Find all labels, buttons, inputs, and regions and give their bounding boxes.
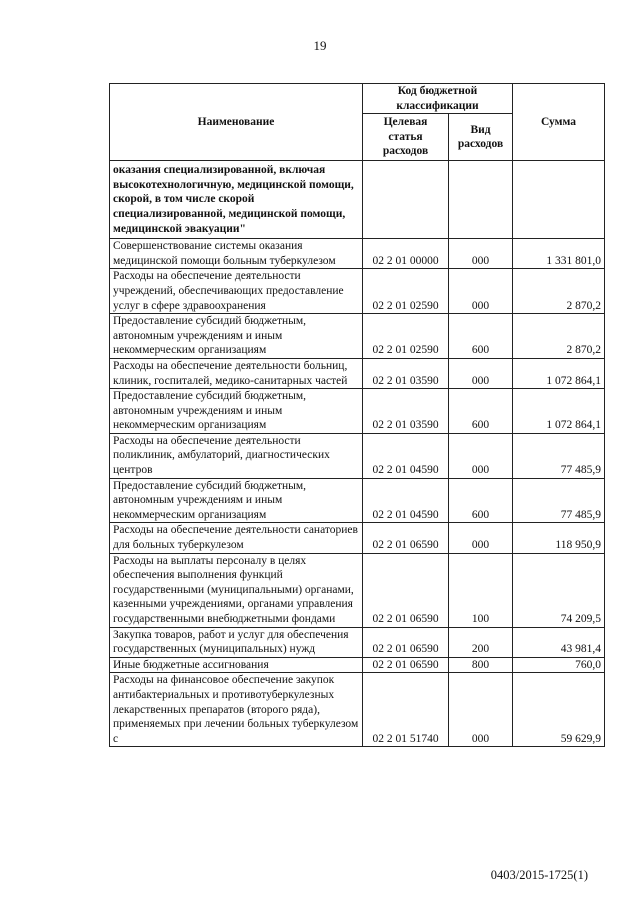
row-name: Иные бюджетные ассигнования xyxy=(110,657,363,673)
row-name: Расходы на обеспечение деятельности учреждений, обеспечивающих предоставление услуг в сфере здравоохранения xyxy=(110,269,363,314)
table-row xyxy=(110,433,605,478)
table-row xyxy=(110,478,605,523)
row-name: Расходы на выплаты персоналу в целях обеспечения выполнения функций государственными (муниципальными) органами, казенными учреждениями, органами управления государственными внебюджетными фондами xyxy=(110,553,363,627)
row-sum: 760,0 xyxy=(513,657,605,673)
budget-table xyxy=(109,83,605,747)
row-target-article: 02 2 01 06590 xyxy=(363,627,449,657)
header-sum: Сумма xyxy=(513,84,605,161)
table-row xyxy=(110,627,605,657)
row-target-article: 02 2 01 04590 xyxy=(363,478,449,523)
row-expense-type: 600 xyxy=(449,478,513,523)
row-name: Закупка товаров, работ и услуг для обеспечения государственных (муниципальных) нужд xyxy=(110,627,363,657)
row-expense-type: 100 xyxy=(449,553,513,627)
row-sum: 77 485,9 xyxy=(513,478,605,523)
row-expense-type: 000 xyxy=(449,523,513,553)
row-expense-type: 000 xyxy=(449,358,513,388)
row-name: Расходы на обеспечение деятельности больниц, клиник, госпиталей, медико-санитарных частей xyxy=(110,358,363,388)
row-target-article: 02 2 01 03590 xyxy=(363,389,449,434)
row-expense-type: 000 xyxy=(449,269,513,314)
header-name: Наименование xyxy=(110,84,363,161)
table-row xyxy=(110,657,605,673)
header-expense-type: Вид расходов xyxy=(449,114,513,161)
row-target-article: 02 2 01 03590 xyxy=(363,358,449,388)
row-sum: 77 485,9 xyxy=(513,433,605,478)
row-sum: 74 209,5 xyxy=(513,553,605,627)
row-name: Предоставление субсидий бюджетным, автономным учреждениям и иным некоммерческим организациям xyxy=(110,314,363,359)
page-number: 19 xyxy=(313,38,327,53)
table-row xyxy=(110,553,605,627)
row-sum: 1 072 864,1 xyxy=(513,389,605,434)
row-expense-type: 000 xyxy=(449,673,513,747)
row-name: Предоставление субсидий бюджетным, автономным учреждениям и иным некоммерческим организациям xyxy=(110,389,363,434)
table-row xyxy=(110,358,605,388)
header-target-article: Целевая статья расходов xyxy=(363,114,449,161)
row-target-article xyxy=(363,161,449,239)
row-name: Предоставление субсидий бюджетным, автономным учреждениям и иным некоммерческим организациям xyxy=(110,478,363,523)
header-code-group: Код бюджетной классификации xyxy=(363,84,513,114)
document-code: 0403/2015-1725(1) xyxy=(490,868,588,882)
row-target-article: 02 2 01 51740 xyxy=(363,673,449,747)
row-name: Расходы на обеспечение деятельности санаториев для больных туберкулезом xyxy=(110,523,363,553)
row-name: Расходы на обеспечение деятельности поликлиник, амбулаторий, диагностических центров xyxy=(110,433,363,478)
row-expense-type: 000 xyxy=(449,433,513,478)
row-expense-type: 200 xyxy=(449,627,513,657)
row-sum: 1 072 864,1 xyxy=(513,358,605,388)
row-expense-type: 000 xyxy=(449,239,513,269)
row-target-article: 02 2 01 00000 xyxy=(363,239,449,269)
row-target-article: 02 2 01 02590 xyxy=(363,314,449,359)
table-row xyxy=(110,389,605,434)
row-expense-type: 600 xyxy=(449,314,513,359)
table-row xyxy=(110,269,605,314)
row-target-article: 02 2 01 06590 xyxy=(363,657,449,673)
table-row xyxy=(110,161,605,239)
row-expense-type: 800 xyxy=(449,657,513,673)
row-expense-type: 600 xyxy=(449,389,513,434)
row-sum: 1 331 801,0 xyxy=(513,239,605,269)
row-name: Совершенствование системы оказания медицинской помощи больным туберкулезом xyxy=(110,239,363,269)
row-target-article: 02 2 01 02590 xyxy=(363,269,449,314)
row-name: Расходы на финансовое обеспечение закупок антибактериальных и противотуберкулезных лекарственных препаратов (второго ряда), применяемых при лечении больных туберкулезом с xyxy=(110,673,363,747)
row-sum: 59 629,9 xyxy=(513,673,605,747)
table-body xyxy=(110,161,605,747)
row-sum: 43 981,4 xyxy=(513,627,605,657)
row-target-article: 02 2 01 06590 xyxy=(363,553,449,627)
row-sum: 2 870,2 xyxy=(513,314,605,359)
row-expense-type xyxy=(449,161,513,239)
row-target-article: 02 2 01 04590 xyxy=(363,433,449,478)
table-header xyxy=(110,84,605,161)
row-name: оказания специализированной, включая высокотехнологичную, медицинской помощи, скорой, в том числе скорой специализированной, медицинской помощи, медицинской эвакуации" xyxy=(110,161,363,239)
row-sum: 2 870,2 xyxy=(513,269,605,314)
table-row xyxy=(110,523,605,553)
table-row xyxy=(110,239,605,269)
table-row xyxy=(110,673,605,747)
row-sum: 118 950,9 xyxy=(513,523,605,553)
table-row xyxy=(110,314,605,359)
row-target-article: 02 2 01 06590 xyxy=(363,523,449,553)
row-sum xyxy=(513,161,605,239)
